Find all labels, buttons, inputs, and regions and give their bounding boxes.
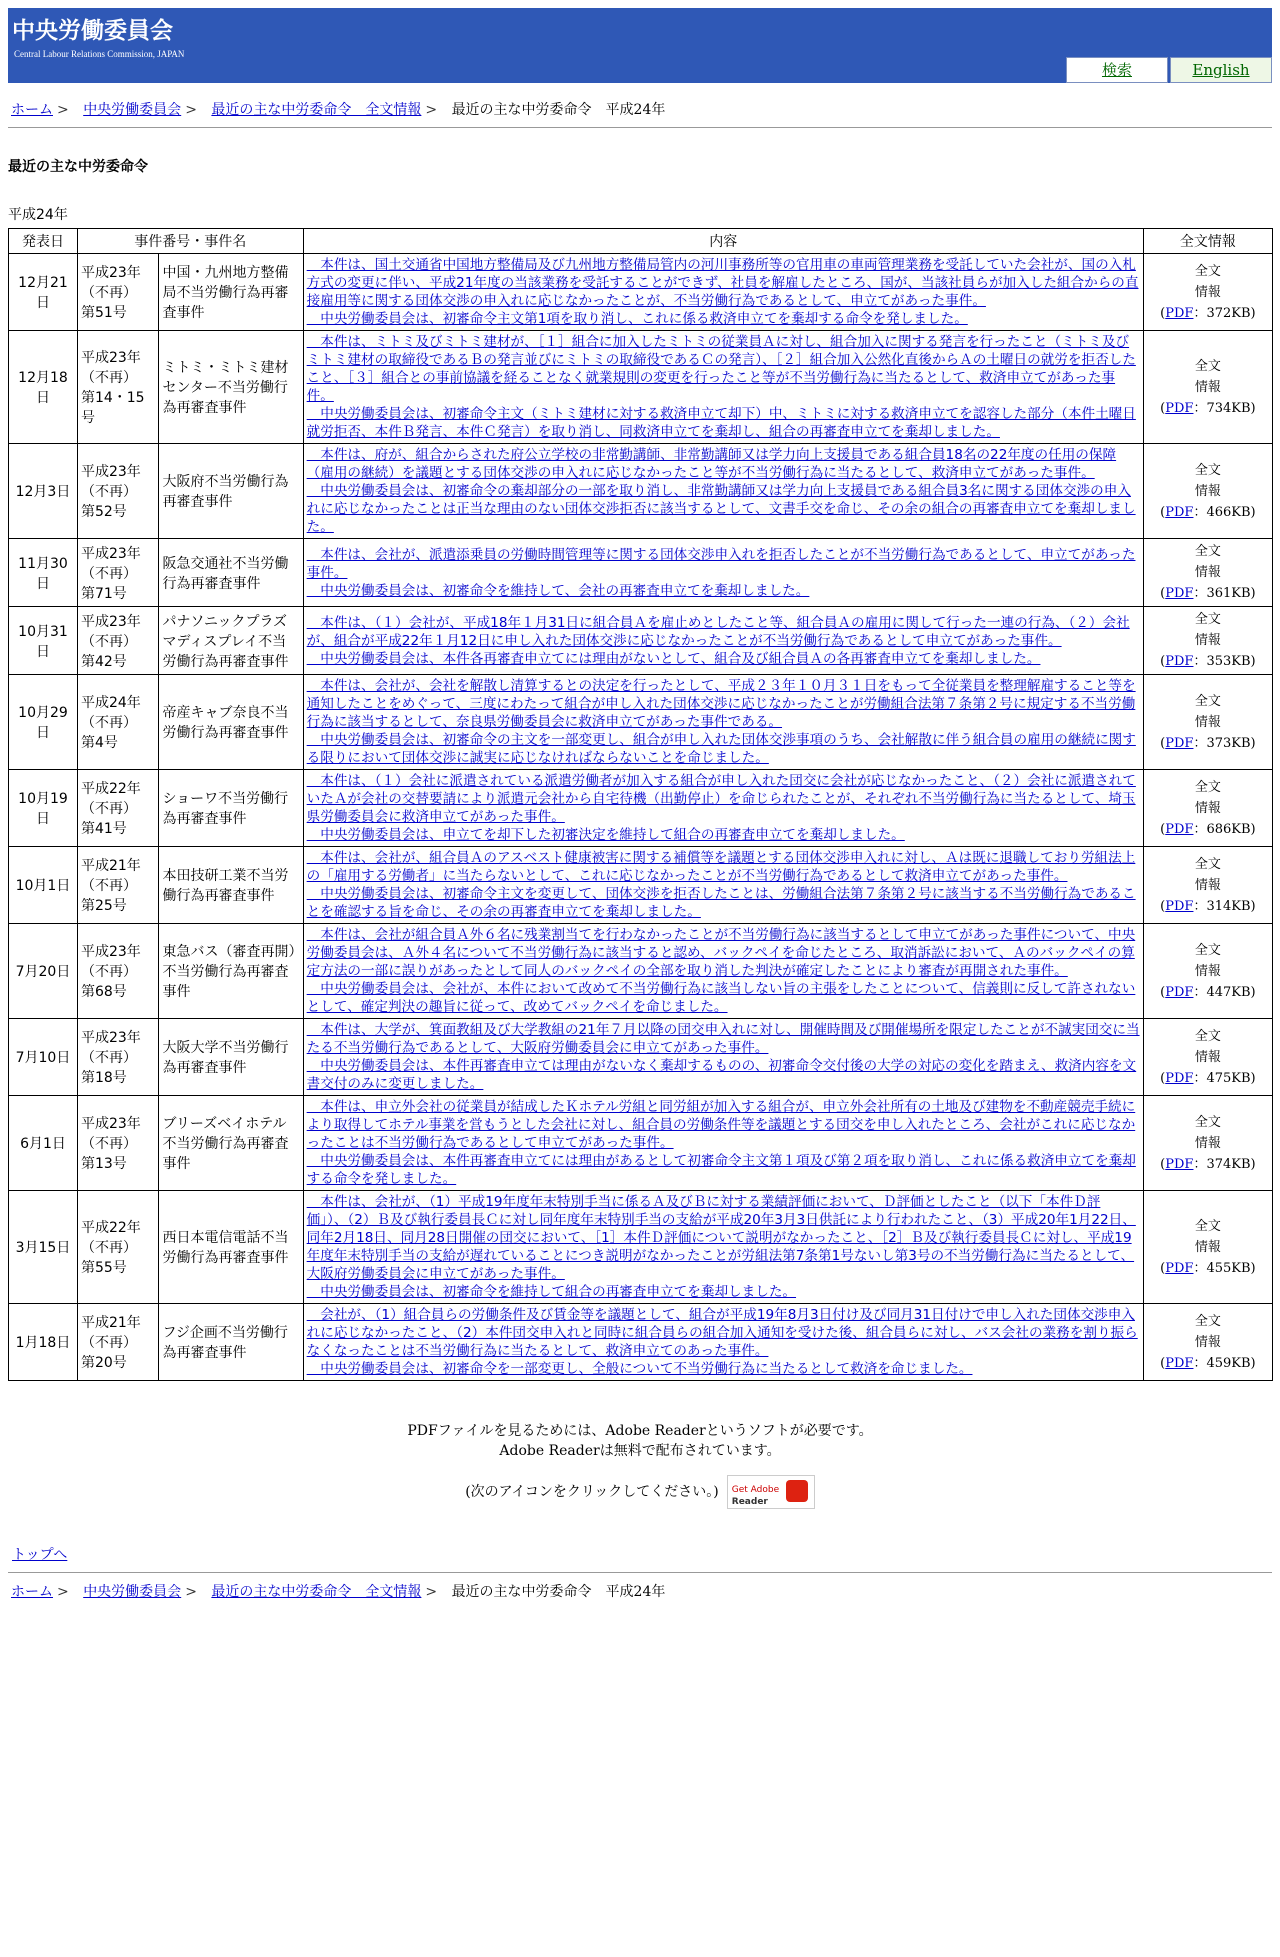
content-link[interactable]: 中央労働委員会は、初審命令の棄却部分の一部を取り消し、非常勤講師又は学力向上支援員である組合員3名に関する団体交渉の申入れに応じなかったことは正当な理由のない団体交渉拒否に該当するとして、文書手交を命じ、その余の組合の再審査申立てを棄却しました。 bbox=[306, 483, 1136, 535]
pdf-link[interactable]: PDF bbox=[1165, 400, 1194, 416]
row-case-number: 平成23年 （不再） 第42号 bbox=[77, 607, 159, 675]
breadcrumb-commission[interactable]: 中央労働委員会 bbox=[83, 102, 182, 118]
row-info bbox=[1143, 924, 1272, 1019]
pdf-entry: (PDF：361KB) bbox=[1160, 586, 1256, 601]
info-label: 全文 bbox=[1194, 779, 1221, 795]
row-date: 10月19日 bbox=[9, 770, 78, 847]
row-content bbox=[303, 847, 1143, 924]
pdf-size: 361KB bbox=[1206, 586, 1251, 601]
breadcrumb-bottom bbox=[8, 1573, 1272, 1609]
row-case-number: 平成23年 （不再） 第71号 bbox=[77, 539, 159, 607]
pdf-entry: (PDF：466KB) bbox=[1160, 504, 1256, 520]
row-date: 6月1日 bbox=[9, 1096, 78, 1191]
site-header bbox=[8, 8, 1272, 83]
row-info bbox=[1143, 1096, 1272, 1191]
row-content bbox=[303, 444, 1143, 539]
breadcrumb-separator: > bbox=[185, 102, 197, 118]
content-link[interactable]: 中央労働委員会は、会社が、本件において改めて不当労働行為に該当しない旨の主張をしたことについて、信義則に反して許されないとして、確定判決の趣旨に従って、改めてバックペイを命じました。 bbox=[306, 981, 1136, 1015]
page-title: 最近の主な中労委命令 bbox=[8, 159, 148, 175]
pdf-size: 373KB bbox=[1206, 735, 1251, 751]
info-label: 全文 bbox=[1194, 1218, 1221, 1234]
row-case-name: ブリーズベイホテル不当労働行為再審査事件 bbox=[159, 1096, 303, 1191]
row-content bbox=[303, 1096, 1143, 1191]
header-case: 事件番号・事件名 bbox=[77, 229, 303, 254]
info-label: 全文 bbox=[1194, 1313, 1221, 1329]
info-label: 情報 bbox=[1194, 1049, 1221, 1065]
adobe-line-2: Adobe Readerは無料で配布されています。 bbox=[499, 1443, 781, 1459]
orders-table bbox=[8, 228, 1273, 1381]
row-case-name: ショーワ不当労働行為再審査事件 bbox=[159, 770, 303, 847]
row-date: 12月21日 bbox=[9, 254, 78, 331]
row-date: 12月18日 bbox=[9, 331, 78, 444]
pdf-link[interactable]: PDF bbox=[1165, 735, 1194, 751]
info-label: 全文 bbox=[1194, 693, 1221, 709]
breadcrumb-current: 最近の主な中労委命令 平成24年 bbox=[451, 1584, 666, 1600]
pdf-size: 734KB bbox=[1206, 400, 1251, 416]
table-row bbox=[9, 675, 1273, 770]
table-row bbox=[9, 1304, 1273, 1381]
row-case-name: 阪急交通社不当労働行為再審査事件 bbox=[159, 539, 303, 607]
row-info bbox=[1143, 607, 1272, 675]
row-case-number: 平成22年 （不再） 第55号 bbox=[77, 1191, 159, 1304]
info-label: 全文 bbox=[1194, 856, 1221, 872]
site-subtitle: Central Labour Relations Commission, JAPAN bbox=[14, 49, 185, 59]
table-row bbox=[9, 444, 1273, 539]
reader-logo-bottom: Reader bbox=[731, 1497, 768, 1507]
content-link[interactable]: 本件は、会社が、組合員Ａのアスベスト健康被害に関する補償等を議題とする団体交渉申入れに対し、Ａは既に退職しており労組法上の「雇用する労働者」に当たらないとして、これに応じなかったことが不当労働行為であるとして救済申立てがあった事件。 bbox=[306, 850, 1136, 884]
pdf-link[interactable]: PDF bbox=[1165, 654, 1194, 669]
header-info: 全文情報 bbox=[1143, 229, 1272, 254]
pdf-size: 447KB bbox=[1206, 984, 1251, 1000]
info-label: 情報 bbox=[1194, 714, 1221, 730]
breadcrumb-separator: > bbox=[185, 1584, 197, 1600]
row-case-name: パナソニックプラズマディスプレイ不当労働行為再審査事件 bbox=[159, 607, 303, 675]
row-info bbox=[1143, 1191, 1272, 1304]
row-date: 1月18日 bbox=[9, 1304, 78, 1381]
row-date: 11月30日 bbox=[9, 539, 78, 607]
pdf-link[interactable]: PDF bbox=[1165, 504, 1194, 520]
breadcrumb-commission[interactable]: 中央労働委員会 bbox=[83, 1584, 182, 1600]
row-case-number: 平成21年 （不再） 第25号 bbox=[77, 847, 159, 924]
pdf-entry: (PDF：353KB) bbox=[1160, 654, 1256, 669]
table-row bbox=[9, 539, 1273, 607]
content-link[interactable]: 中央労働委員会は、申立てを却下した初審決定を維持して組合の再審査申立てを棄却しました。 bbox=[306, 827, 905, 843]
row-case-number: 平成23年 （不再） 第68号 bbox=[77, 924, 159, 1019]
info-label: 全文 bbox=[1194, 462, 1221, 478]
info-label: 全文 bbox=[1194, 942, 1221, 958]
breadcrumb-orders[interactable]: 最近の主な中労委命令 全文情報 bbox=[211, 1584, 422, 1600]
row-info bbox=[1143, 1019, 1272, 1096]
pdf-entry: (PDF：686KB) bbox=[1160, 821, 1256, 837]
pdf-entry: (PDF：459KB) bbox=[1160, 1355, 1256, 1371]
breadcrumb-orders[interactable]: 最近の主な中労委命令 全文情報 bbox=[211, 102, 422, 118]
info-label: 情報 bbox=[1194, 877, 1221, 893]
info-label: 情報 bbox=[1194, 1239, 1221, 1255]
info-label: 情報 bbox=[1194, 800, 1221, 816]
info-label: 全文 bbox=[1194, 612, 1221, 627]
pdf-link[interactable]: PDF bbox=[1165, 305, 1194, 321]
pdf-size: 374KB bbox=[1206, 1156, 1251, 1172]
content-link[interactable]: 本件は、大学が、箕面教組及び大学教組の21年７月以降の団交申入れに対し、開催時間及び開催場所を限定したことが不誠実団交に当たる不当労働行為であるとして、大阪府労働委員会に申立てがあった事件。 bbox=[306, 1022, 1140, 1056]
breadcrumb-separator: > bbox=[57, 1584, 69, 1600]
row-case-number: 平成23年 （不再） 第18号 bbox=[77, 1019, 159, 1096]
row-case-name: 本田技研工業不当労働行為再審査事件 bbox=[159, 847, 303, 924]
pdf-entry: (PDF：373KB) bbox=[1160, 735, 1256, 751]
content-link[interactable]: 会社が、（1）組合員らの労働条件及び賃金等を議題として、組合が平成19年8月3日付け及び同月31日付けで申し入れた団体交渉申入れに応じなかったこと、（2）本件団交申入れと同時に組合員らの組合加入通知を受けた後、組合員らに対し、バス会社の業務を割り振らなくなったことは不当労働行為に当たるとして、救済申立てのあった事件。 bbox=[306, 1307, 1138, 1359]
row-case-name: フジ企画不当労働行為再審査事件 bbox=[159, 1304, 303, 1381]
reader-logo-top: Get Adobe bbox=[731, 1485, 780, 1495]
content-link[interactable]: 中央労働委員会は、初審命令主文第1項を取り消し、これに係る救済申立てを棄却する命令を発しました。 bbox=[306, 311, 968, 327]
info-label: 情報 bbox=[1194, 1135, 1221, 1151]
pdf-size: 475KB bbox=[1206, 1070, 1251, 1086]
row-date: 3月15日 bbox=[9, 1191, 78, 1304]
pdf-link[interactable]: PDF bbox=[1165, 586, 1194, 601]
content-link[interactable]: 中央労働委員会は、本件再審査申立てには理由があるとして初審命令主文第１項及び第２項を取り消し、これに係る救済申立てを棄却する命令を発しました。 bbox=[306, 1153, 1136, 1187]
content-link[interactable]: 本件は、会社が、（1）平成19年度年末特別手当に係るＡ及びＢに対する業績評価において、Ｄ評価としたこと（以下「本件Ｄ評価」）、（2）Ｂ及び執行委員長Ｃに対し同年度年末特別手当の支給が平成20年3月3日供託により行われたこと、（3）平成20年1月22日、同年2月18日、同月28日開催の団交において、［1］本件Ｄ評価について説明がなかったこと、［2］Ｂ及び執行委員長Ｃに対し、平成19年度年末特別手当の支給が遅れていることにつき説明がなかったことが労組法第7条第1号ないし第3号の不当労働行為に当たるとして、大阪府労働委員会に申立てがあった事件。 bbox=[306, 1194, 1136, 1282]
row-case-number: 平成21年 （不再） 第20号 bbox=[77, 1304, 159, 1381]
adobe-row bbox=[0, 1475, 1280, 1509]
pdf-link[interactable]: PDF bbox=[1165, 821, 1194, 837]
back-to-top-link[interactable]: トップへ bbox=[12, 1547, 68, 1563]
row-info bbox=[1143, 1304, 1272, 1381]
english-link[interactable]: English bbox=[1170, 57, 1272, 83]
row-content bbox=[303, 1019, 1143, 1096]
content-link[interactable]: 本件は、会社が、派遣添乗員の労働時間管理等に関する団体交渉申入れを拒否したことが不当労働行為であるとして、申立てがあった事件。 bbox=[306, 546, 1136, 581]
row-info bbox=[1143, 675, 1272, 770]
table-row bbox=[9, 1096, 1273, 1191]
table-body bbox=[9, 254, 1273, 1381]
get-adobe-reader-icon[interactable] bbox=[727, 1475, 815, 1509]
row-case-number: 平成23年 （不再） 第52号 bbox=[77, 444, 159, 539]
pdf-size: 459KB bbox=[1206, 1355, 1251, 1371]
adobe-notice bbox=[0, 1421, 1280, 1509]
pdf-link[interactable]: PDF bbox=[1165, 1355, 1194, 1371]
table-row bbox=[9, 1019, 1273, 1096]
content-link[interactable]: 中央労働委員会は、初審命令の主文を一部変更し、組合が申し入れた団体交渉事項のうち、会社解散に伴う組合員の雇用の継続に関する限りにおいて団体交渉に誠実に応じなければならないことを命じました。 bbox=[306, 732, 1136, 766]
content-link[interactable]: 中央労働委員会は、本件再審査申立ては理由がないなく棄却するものの、初審命令交付後の大学の対応の変化を踏まえ、救済内容を文書交付のみに変更しました。 bbox=[306, 1058, 1137, 1092]
header-nav bbox=[1064, 57, 1272, 83]
row-content bbox=[303, 675, 1143, 770]
row-case-name: 大阪大学不当労働行為再審査事件 bbox=[159, 1019, 303, 1096]
row-content bbox=[303, 254, 1143, 331]
header-content: 内容 bbox=[303, 229, 1143, 254]
pdf-entry: (PDF：455KB) bbox=[1160, 1260, 1256, 1276]
content-link[interactable]: 本件は、（１）会社が、平成18年１月31日に組合員Ａを雇止めとしたこと等、組合員Ａの雇用に関して行った一連の行為、（２）会社が、組合が平成22年１月12日に申し入れた団体交渉に応じなかったことが不当労働行為であるとして申立てがあった事件。 bbox=[306, 614, 1130, 649]
row-case-name: 東急バス（審査再開）不当労働行為再審査事件 bbox=[159, 924, 303, 1019]
row-info bbox=[1143, 254, 1272, 331]
info-label: 情報 bbox=[1194, 284, 1221, 300]
row-case-name: 帝産キャブ奈良不当労働行為再審査事件 bbox=[159, 675, 303, 770]
row-info bbox=[1143, 331, 1272, 444]
row-case-name: 中国・九州地方整備局不当労働行為再審査事件 bbox=[159, 254, 303, 331]
row-info bbox=[1143, 539, 1272, 607]
row-date: 7月10日 bbox=[9, 1019, 78, 1096]
table-row bbox=[9, 1191, 1273, 1304]
breadcrumb-separator: > bbox=[425, 1584, 438, 1600]
info-label: 情報 bbox=[1194, 1334, 1221, 1350]
info-label: 全文 bbox=[1194, 358, 1221, 374]
content-link[interactable]: 本件は、（１）会社に派遣されている派遣労働者が加入する組合が申し入れた団交に会社が応じなかったこと、（２）会社に派遣されていたＡが会社の交替要請により派遣元会社から自宅待機（出勤停止）を命じられたことが、それぞれ不当労働行為に当たるとして、埼玉県労働委員会に救済申立てがあった事件。 bbox=[306, 773, 1136, 825]
pdf-size: 372KB bbox=[1206, 305, 1251, 321]
row-case-number: 平成22年 （不再） 第41号 bbox=[77, 770, 159, 847]
row-case-name: 西日本電信電話不当労働行為再審査事件 bbox=[159, 1191, 303, 1304]
row-content bbox=[303, 331, 1143, 444]
adobe-line-1: PDFファイルを見るためには、Adobe Readerというソフトが必要です。 bbox=[407, 1423, 873, 1439]
divider bbox=[8, 127, 1272, 128]
table-row bbox=[9, 254, 1273, 331]
pdf-entry: (PDF：374KB) bbox=[1160, 1156, 1256, 1172]
row-info bbox=[1143, 847, 1272, 924]
content-link[interactable]: 本件は、申立外会社の従業員が結成したＫホテル労組と同労組が加入する組合が、申立外会社所有の土地及び建物を不動産競売手続により取得してホテル事業を営もうとした会社に対し、組合員の労働条件等を議題とする団交を申し入れたところ、会社がこれに応じなかったことは不当労働行為であるとして申立てがあった事件。 bbox=[306, 1099, 1136, 1151]
info-label: 全文 bbox=[1194, 263, 1221, 279]
breadcrumb-separator: > bbox=[57, 102, 69, 118]
pdf-link[interactable]: PDF bbox=[1165, 898, 1194, 914]
row-info bbox=[1143, 444, 1272, 539]
content-link[interactable]: 中央労働委員会は、本件各再審査申立てには理由がないとして、組合及び組合員Ａの各再審査申立てを棄却しました。 bbox=[306, 650, 1041, 667]
adobe-mark-icon bbox=[786, 1480, 808, 1502]
pdf-entry: (PDF：314KB) bbox=[1160, 898, 1256, 914]
top-link-wrap bbox=[12, 1544, 1280, 1564]
row-case-name: ミトミ・ミトミ建材センター不当労働行為再審査事件 bbox=[159, 331, 303, 444]
pdf-entry: (PDF：475KB) bbox=[1160, 1070, 1256, 1086]
info-label: 情報 bbox=[1194, 379, 1221, 395]
pdf-link[interactable]: PDF bbox=[1165, 1156, 1194, 1172]
row-date: 10月1日 bbox=[9, 847, 78, 924]
row-content bbox=[303, 539, 1143, 607]
row-case-number: 平成23年 （不再） 第14・15号 bbox=[77, 331, 159, 444]
pdf-entry: (PDF：447KB) bbox=[1160, 984, 1256, 1000]
pdf-size: 686KB bbox=[1206, 821, 1251, 837]
content-link[interactable]: 本件は、国土交通省中国地方整備局及び九州地方整備局管内の河川事務所等の官用車の車両管理業務を受託していた会社が、国の入札方式の変更に伴い、平成21年度の当該業務を受託することができず、社員を解雇したところ、国が、当該社員らが加入した組合からの直接雇用等に関する団体交渉の申入れに応じなかったことが、不当労働行為であるとして、申立てがあった事件。 bbox=[306, 257, 1139, 309]
content-link[interactable]: 本件は、府が、組合からされた府公立学校の非常勤講師、非常勤講師又は学力向上支援員である組合員18名の22年度の任用の保障（雇用の継続）を議題とする団体交渉の申入れに応じなかったこと等が不当労働行為に当たるとして、救済申立てがあった事件。 bbox=[306, 447, 1117, 481]
row-date: 7月20日 bbox=[9, 924, 78, 1019]
row-date: 12月3日 bbox=[9, 444, 78, 539]
header-date: 発表日 bbox=[9, 229, 78, 254]
content-link[interactable]: 中央労働委員会は、初審命令主文を変更して、団体交渉を拒否したことは、労働組合法第７条第２号に該当する不当労働行為であることを確認する旨を命じ、その余の再審査申立てを棄却しました。 bbox=[306, 886, 1136, 920]
row-case-number: 平成23年 （不再） 第51号 bbox=[77, 254, 159, 331]
pdf-link[interactable]: PDF bbox=[1165, 1260, 1194, 1276]
info-label: 情報 bbox=[1194, 633, 1221, 648]
content-link[interactable]: 本件は、会社が、会社を解散し清算するとの決定を行ったとして、平成２３年１０月３１日をもって全従業員を整理解雇すること等を通知したことをめぐって、三度にわたって組合が申し入れた団体交渉に応じなかったことが労働組合法第７条第２号に規定する不当労働行為に該当するとして、奈良県労働委員会に救済申立てがあった事件である。 bbox=[306, 678, 1136, 730]
table-row bbox=[9, 331, 1273, 444]
content-link[interactable]: 本件は、会社が組合員Ａ外６名に残業割当てを行わなかったことが不当労働行為に該当するとして申立てがあった事件について、中央労働委員会は、Ａ外４名について不当労働行為に該当すると認め、バックペイを命じたところ、取消訴訟において、Ａのバックペイの算定方法の一部に誤りがあったとして同人のバックペイの全部を取り消した判決が確定したことにより審査が再開された事件。 bbox=[306, 927, 1136, 979]
row-content bbox=[303, 924, 1143, 1019]
content-link[interactable]: 中央労働委員会は、初審命令を維持して組合の再審査申立てを棄却しました。 bbox=[306, 1284, 797, 1300]
pdf-size: 466KB bbox=[1206, 504, 1251, 520]
content-link[interactable]: 中央労働委員会は、初審命令を一部変更し、全般について不当労働行為に当たるとして救済を命じました。 bbox=[306, 1361, 973, 1377]
row-content bbox=[303, 607, 1143, 675]
search-link[interactable]: 検索 bbox=[1066, 57, 1168, 83]
pdf-size: 353KB bbox=[1206, 654, 1251, 669]
info-label: 全文 bbox=[1194, 1114, 1221, 1130]
table-header-row bbox=[9, 229, 1273, 254]
table-row bbox=[9, 770, 1273, 847]
row-case-number: 平成24年 （不再） 第4号 bbox=[77, 675, 159, 770]
breadcrumb-home[interactable]: ホーム bbox=[11, 102, 53, 118]
table-row bbox=[9, 847, 1273, 924]
info-label: 情報 bbox=[1194, 963, 1221, 979]
info-label: 全文 bbox=[1194, 1028, 1221, 1044]
site-title[interactable]: 中央労働委員会 bbox=[12, 18, 173, 44]
pdf-entry: (PDF：734KB) bbox=[1160, 400, 1256, 416]
info-label: 全文 bbox=[1194, 544, 1221, 559]
pdf-link[interactable]: PDF bbox=[1165, 1070, 1194, 1086]
row-content bbox=[303, 1304, 1143, 1381]
row-content bbox=[303, 770, 1143, 847]
row-case-number: 平成23年 （不再） 第13号 bbox=[77, 1096, 159, 1191]
info-label: 情報 bbox=[1194, 565, 1221, 580]
breadcrumb-separator: > bbox=[425, 102, 438, 118]
row-case-name: 大阪府不当労働行為再審査事件 bbox=[159, 444, 303, 539]
breadcrumb-home[interactable]: ホーム bbox=[11, 1584, 53, 1600]
table-row bbox=[9, 924, 1273, 1019]
breadcrumb-current: 最近の主な中労委命令 平成24年 bbox=[451, 102, 666, 118]
pdf-link[interactable]: PDF bbox=[1165, 984, 1194, 1000]
year-label: 平成24年 bbox=[8, 207, 68, 223]
content-link[interactable]: 中央労働委員会は、初審命令を維持して、会社の再審査申立てを棄却しました。 bbox=[306, 582, 810, 599]
content-link[interactable]: 本件は、ミトミ及びミトミ建材が、［１］組合に加入したミトミの従業員Ａに対し、組合加入に関する発言を行ったこと（ミトミ及びミトミ建材の取締役であるＢの発言並びにミトミの取締役であるＣの発言）、［２］組合加入公然化直後からＡの土曜日の就労を拒否したこと、［３］組合との事前協議を経ることなく就業規則の変更を行ったこと等が不当労働行為に当たるとして、救済申立てがあった事件。 bbox=[306, 334, 1136, 404]
row-content bbox=[303, 1191, 1143, 1304]
row-date: 10月31日 bbox=[9, 607, 78, 675]
pdf-entry: (PDF：372KB) bbox=[1160, 305, 1256, 321]
breadcrumb bbox=[8, 83, 1272, 127]
content-link[interactable]: 中央労働委員会は、初審命令主文（ミトミ建材に対する救済申立て却下）中、ミトミに対する救済申立てを認容した部分（本件土曜日就労拒否、本件Ｂ発言、本件Ｃ発言）を取り消し、同救済申立てを棄却し、組合の再審査申立てを棄却しました。 bbox=[306, 406, 1136, 440]
table-row bbox=[9, 607, 1273, 675]
pdf-size: 455KB bbox=[1206, 1260, 1251, 1276]
adobe-line-3: (次のアイコンをクリックしてください。) bbox=[465, 1484, 719, 1500]
pdf-size: 314KB bbox=[1206, 898, 1251, 914]
row-info bbox=[1143, 770, 1272, 847]
info-label: 情報 bbox=[1194, 483, 1221, 499]
row-date: 10月29日 bbox=[9, 675, 78, 770]
